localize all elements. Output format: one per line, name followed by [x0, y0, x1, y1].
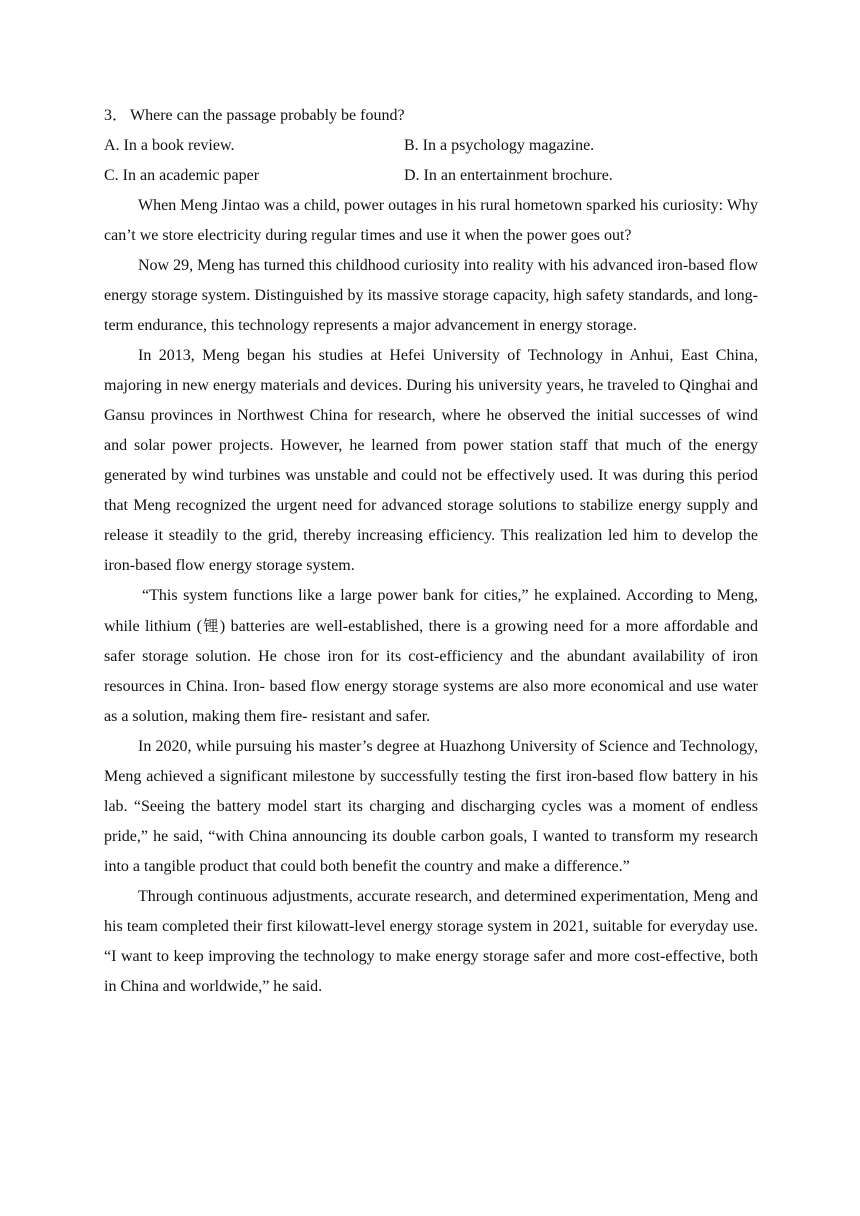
- passage-paragraph-5: In 2020, while pursuing his master’s degree at Huazhong University of Science and Technology, Meng achieved a significant milestone by successfully testing the first iron-based flow battery in his lab. “Seeing the battery model start its charging and discharging cycles was a moment of endless pride,” he said, “with China announcing its double carbon goals, I wanted to transform my research into a tangible product that could both benefit the country and make a difference.”: [104, 738, 758, 875]
- passage-paragraph-1: When Meng Jintao was a child, power outages in his rural hometown sparked his curiosity: Why can’t we store electricity during regular times and use it when the power goes out?: [104, 197, 758, 244]
- document-page: [104, 101, 758, 1002]
- passage-paragraph-2: Now 29, Meng has turned this childhood curiosity into reality with his advanced iron-based flow energy storage system. Distinguished by its massive storage capacity, high safety standards, and long-term endurance, this technology represents a major advancement in energy storage.: [104, 257, 758, 334]
- option-c: C. In an academic paper: [104, 167, 260, 184]
- option-a: A. In a book review.: [104, 137, 235, 154]
- passage-paragraph-4-part-1: “This system functions like a large power bank for cities,” he explained. According to Meng, while lithium (: [104, 587, 758, 635]
- option-d: D. In an entertainment brochure.: [404, 167, 613, 184]
- passage-paragraph-4: [104, 581, 758, 732]
- passage-paragraph-6: Through continuous adjustments, accurate research, and determined experimentation, Meng and his team completed their first kilowatt-level energy storage system in 2021, suitable for everyday use. “I want to keep improving the technology to make energy storage safer and more cost-effective, both in China and worldwide,” he said.: [104, 888, 758, 995]
- passage-paragraph-4-part-2: ) batteries are well-established, there is a growing need for a more affordable and safer storage solution. He chose iron for its cost-efficiency and the abundant availability of iron resources in China. Iron- based flow energy storage systems are also more economical and use water as a solution, making them fire- resistant and safer.: [104, 618, 758, 725]
- option-b: B. In a psychology magazine.: [404, 137, 595, 154]
- answer-options: [104, 131, 758, 191]
- question-text: Where can the passage probably be found?: [130, 107, 405, 124]
- question-stem: [104, 101, 758, 131]
- lithium-chinese-character: 锂: [201, 617, 220, 635]
- question-number: 3．: [104, 107, 129, 124]
- passage-paragraph-3: In 2013, Meng began his studies at Hefei University of Technology in Anhui, East China, majoring in new energy materials and devices. During his university years, he traveled to Qinghai and Gansu provinces in Northwest China for research, where he observed the initial successes of wind and solar power projects. However, he learned from power station staff that much of the energy generated by wind turbines was unstable and could not be effectively used. It was during this period that Meng recognized the urgent need for advanced storage solutions to stabilize energy supply and release it steadily to the grid, thereby increasing efficiency. This realization led him to develop the iron-based flow energy storage system.: [104, 347, 758, 574]
